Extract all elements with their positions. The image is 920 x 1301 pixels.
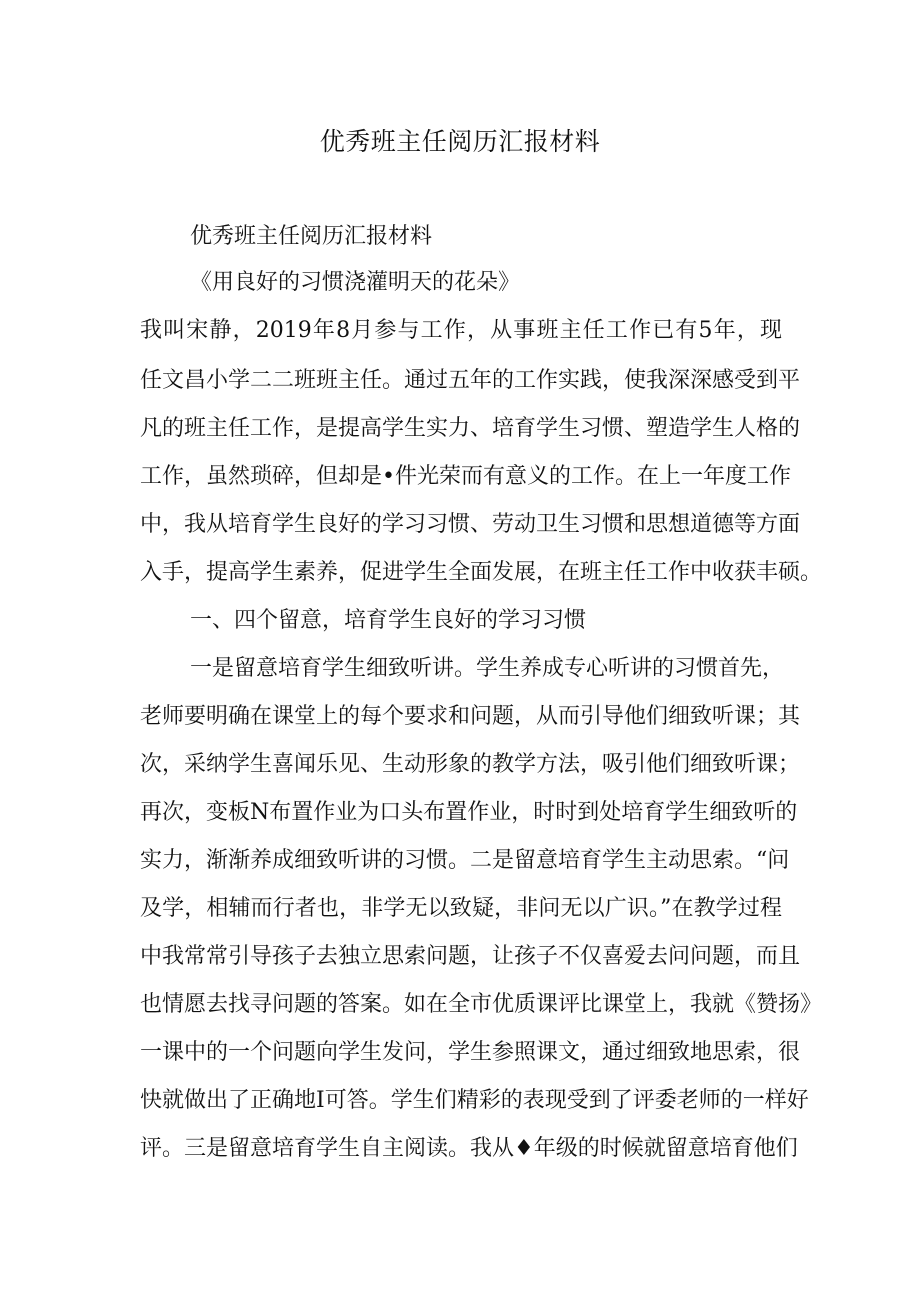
paragraph-line: 再次，变板N布置作业为口头布置作业，时时到处培育学生细致听的 (140, 800, 798, 825)
paragraph-line: 次，采纳学生喜闻乐见、生动形象的教学方法，吸引他们细致听课； (140, 752, 801, 777)
paragraph-line: 实力，渐渐养成细致听讲的习惯。二是留意培育学生主动思索。“问 (140, 848, 790, 873)
paragraph-line: 一课中的一个问题向学生发问，学生参照课文，通过细致地思索，很 (140, 1040, 801, 1065)
document-title: 优秀班主任阅历汇报材料 (319, 127, 601, 156)
paragraph-line: 我叫宋静，2019年8月参与工作，从事班主任工作已有5年，现 (140, 318, 782, 343)
paragraph-line: 凡的班主任工作，是提高学生实力、培育学生习惯、塑造学生人格的 (140, 416, 801, 441)
paragraph-line: 老师要明确在课堂上的每个要求和问题，从而引导他们细致听课；其 (140, 704, 801, 729)
paragraph-line: 评。三是留意培育学生自主阅读。我从♦年级的时候就留意培育他们 (140, 1136, 798, 1161)
subtitle-line: 优秀班主任阅历汇报材料 (190, 224, 433, 249)
paragraph-line: 中，我从培育学生良好的学习习惯、劳动卫生习惯和思想道德等方面 (140, 512, 801, 537)
section-heading: 一、四个留意，培育学生良好的学习习惯 (190, 608, 587, 633)
paragraph-line: 任文昌小学二二班班主任。通过五年的工作实践，使我深深感受到平 (140, 368, 801, 393)
paragraph-line: 快就做出了正确地I可答。学生们精彩的表现受到了评委老师的一样好 (140, 1088, 809, 1113)
paragraph-line: 入手，提高学生素养，促进学生全面发展，在班主任工作中收获丰硕。 (140, 560, 823, 585)
paragraph-line: 中我常常引导孩子去独立思索问题，让孩子不仅喜爱去问问题，而且 (140, 944, 801, 969)
paragraph-line: 工作，虽然琐碎，但却是•件光荣而有意义的工作。在上一年度工作 (140, 464, 791, 489)
paragraph-line: 及学，相辅而行者也，非学无以致疑，非问无以广识。”在教学过程 (140, 896, 782, 921)
essay-title-line: 《用良好的习惯浇灌明天的花朵》 (190, 270, 521, 295)
paragraph-line: 一是留意培育学生细致听讲。学生养成专心听讲的习惯首先， (190, 656, 785, 681)
paragraph-line: 也情愿去找寻问题的答案。如在全市优质课评比课堂上，我就《赞扬》 (140, 992, 823, 1017)
